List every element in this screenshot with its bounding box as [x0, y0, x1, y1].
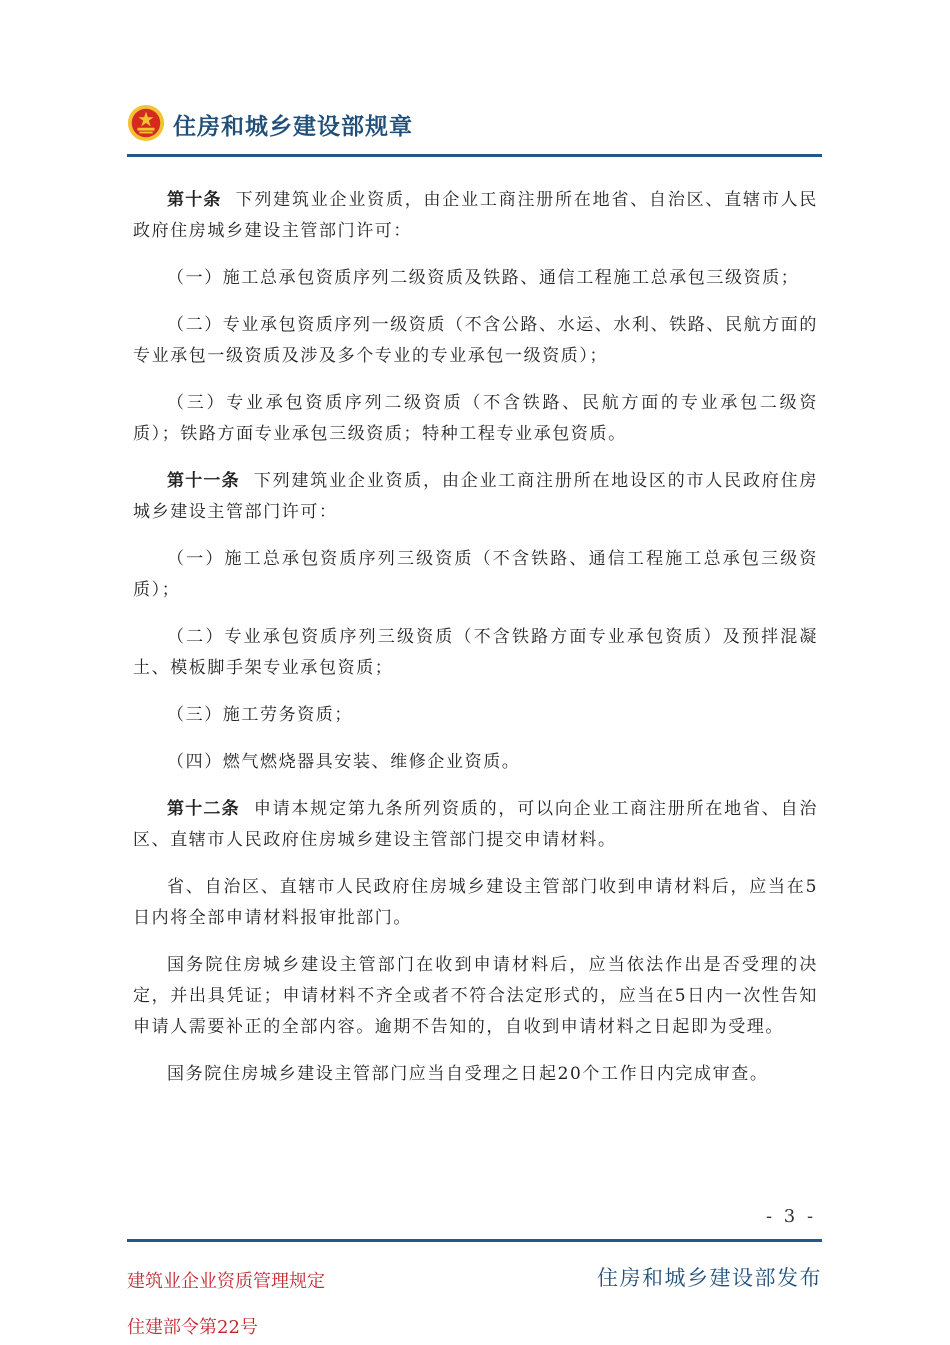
paragraph [133, 700, 818, 731]
paragraph [133, 263, 818, 294]
paragraph-text: （二）专业承包资质序列一级资质（不含公路、水运、水利、铁路、民航方面的专业承包一级资质及涉及多个专业的专业承包一级资质）； [133, 315, 818, 366]
paragraph [133, 544, 818, 606]
footer-document-number: 住建部令第22号 [127, 1317, 258, 1338]
paragraph-text: 国务院住房城乡建设主管部门应当自受理之日起20个工作日内完成审查。 [167, 1064, 769, 1084]
paragraph-text: 下列建筑业企业资质，由企业工商注册所在地省、自治区、直辖市人民政府住房城乡建设主管部门许可： [133, 190, 819, 241]
article-number: 第十一条 [167, 471, 240, 491]
paragraph-text: 申请本规定第九条所列资质的，可以向企业工商注册所在地省、自治区、直辖市人民政府住房城乡建设主管部门提交申请材料。 [133, 799, 819, 850]
paragraph [133, 185, 818, 247]
page-number: - 3 - [766, 1206, 817, 1227]
paragraph [133, 622, 818, 684]
footer-document-title: 建筑业企业资质管理规定 [127, 1271, 325, 1292]
header-title: 住房和城乡建设部规章 [173, 114, 413, 140]
paragraph-text: （三）施工劳务资质； [167, 705, 353, 725]
article-number: 第十二条 [167, 799, 240, 819]
paragraph-text: （一）施工总承包资质序列三级资质（不含铁路、通信工程施工总承包三级资质）； [133, 549, 818, 600]
page-header [127, 100, 822, 156]
paragraph-text: （三）专业承包资质序列二级资质（不含铁路、民航方面的专业承包二级资质）；铁路方面专业承包三级资质；特种工程专业承包资质。 [133, 393, 818, 444]
document-body [133, 185, 818, 1106]
header-divider [127, 154, 822, 157]
paragraph [133, 1059, 818, 1090]
paragraph-text: 省、自治区、直辖市人民政府住房城乡建设主管部门收到申请材料后，应当在5日内将全部申请材料报审批部门。 [133, 877, 818, 928]
paragraph [133, 388, 818, 450]
paragraph [133, 950, 818, 1043]
paragraph-text: （四）燃气燃烧器具安装、维修企业资质。 [167, 752, 521, 772]
paragraph [133, 747, 818, 778]
paragraph-text: 国务院住房城乡建设主管部门在收到申请材料后，应当依法作出是否受理的决定，并出具凭证；申请材料不齐全或者不符合法定形式的，应当在5日内一次性告知申请人需要补正的全部内容。逾期不告知的，自收到申请材料之日起即为受理。 [133, 955, 818, 1037]
paragraph [133, 310, 818, 372]
article-number: 第十条 [167, 190, 222, 210]
paragraph [133, 466, 818, 528]
footer-publisher: 住房和城乡建设部发布 [597, 1266, 822, 1290]
paragraph [133, 872, 818, 934]
paragraph [133, 794, 818, 856]
paragraph-text: （二）专业承包资质序列三级资质（不含铁路方面专业承包资质）及预拌混凝土、模板脚手架专业承包资质； [133, 627, 818, 678]
paragraph-text: （一）施工总承包资质序列二级资质及铁路、通信工程施工总承包三级资质； [167, 268, 800, 288]
paragraph-text: 下列建筑业企业资质，由企业工商注册所在地设区的市人民政府住房城乡建设主管部门许可： [133, 471, 819, 522]
footer-divider [127, 1239, 822, 1242]
national-emblem-icon [127, 104, 165, 142]
